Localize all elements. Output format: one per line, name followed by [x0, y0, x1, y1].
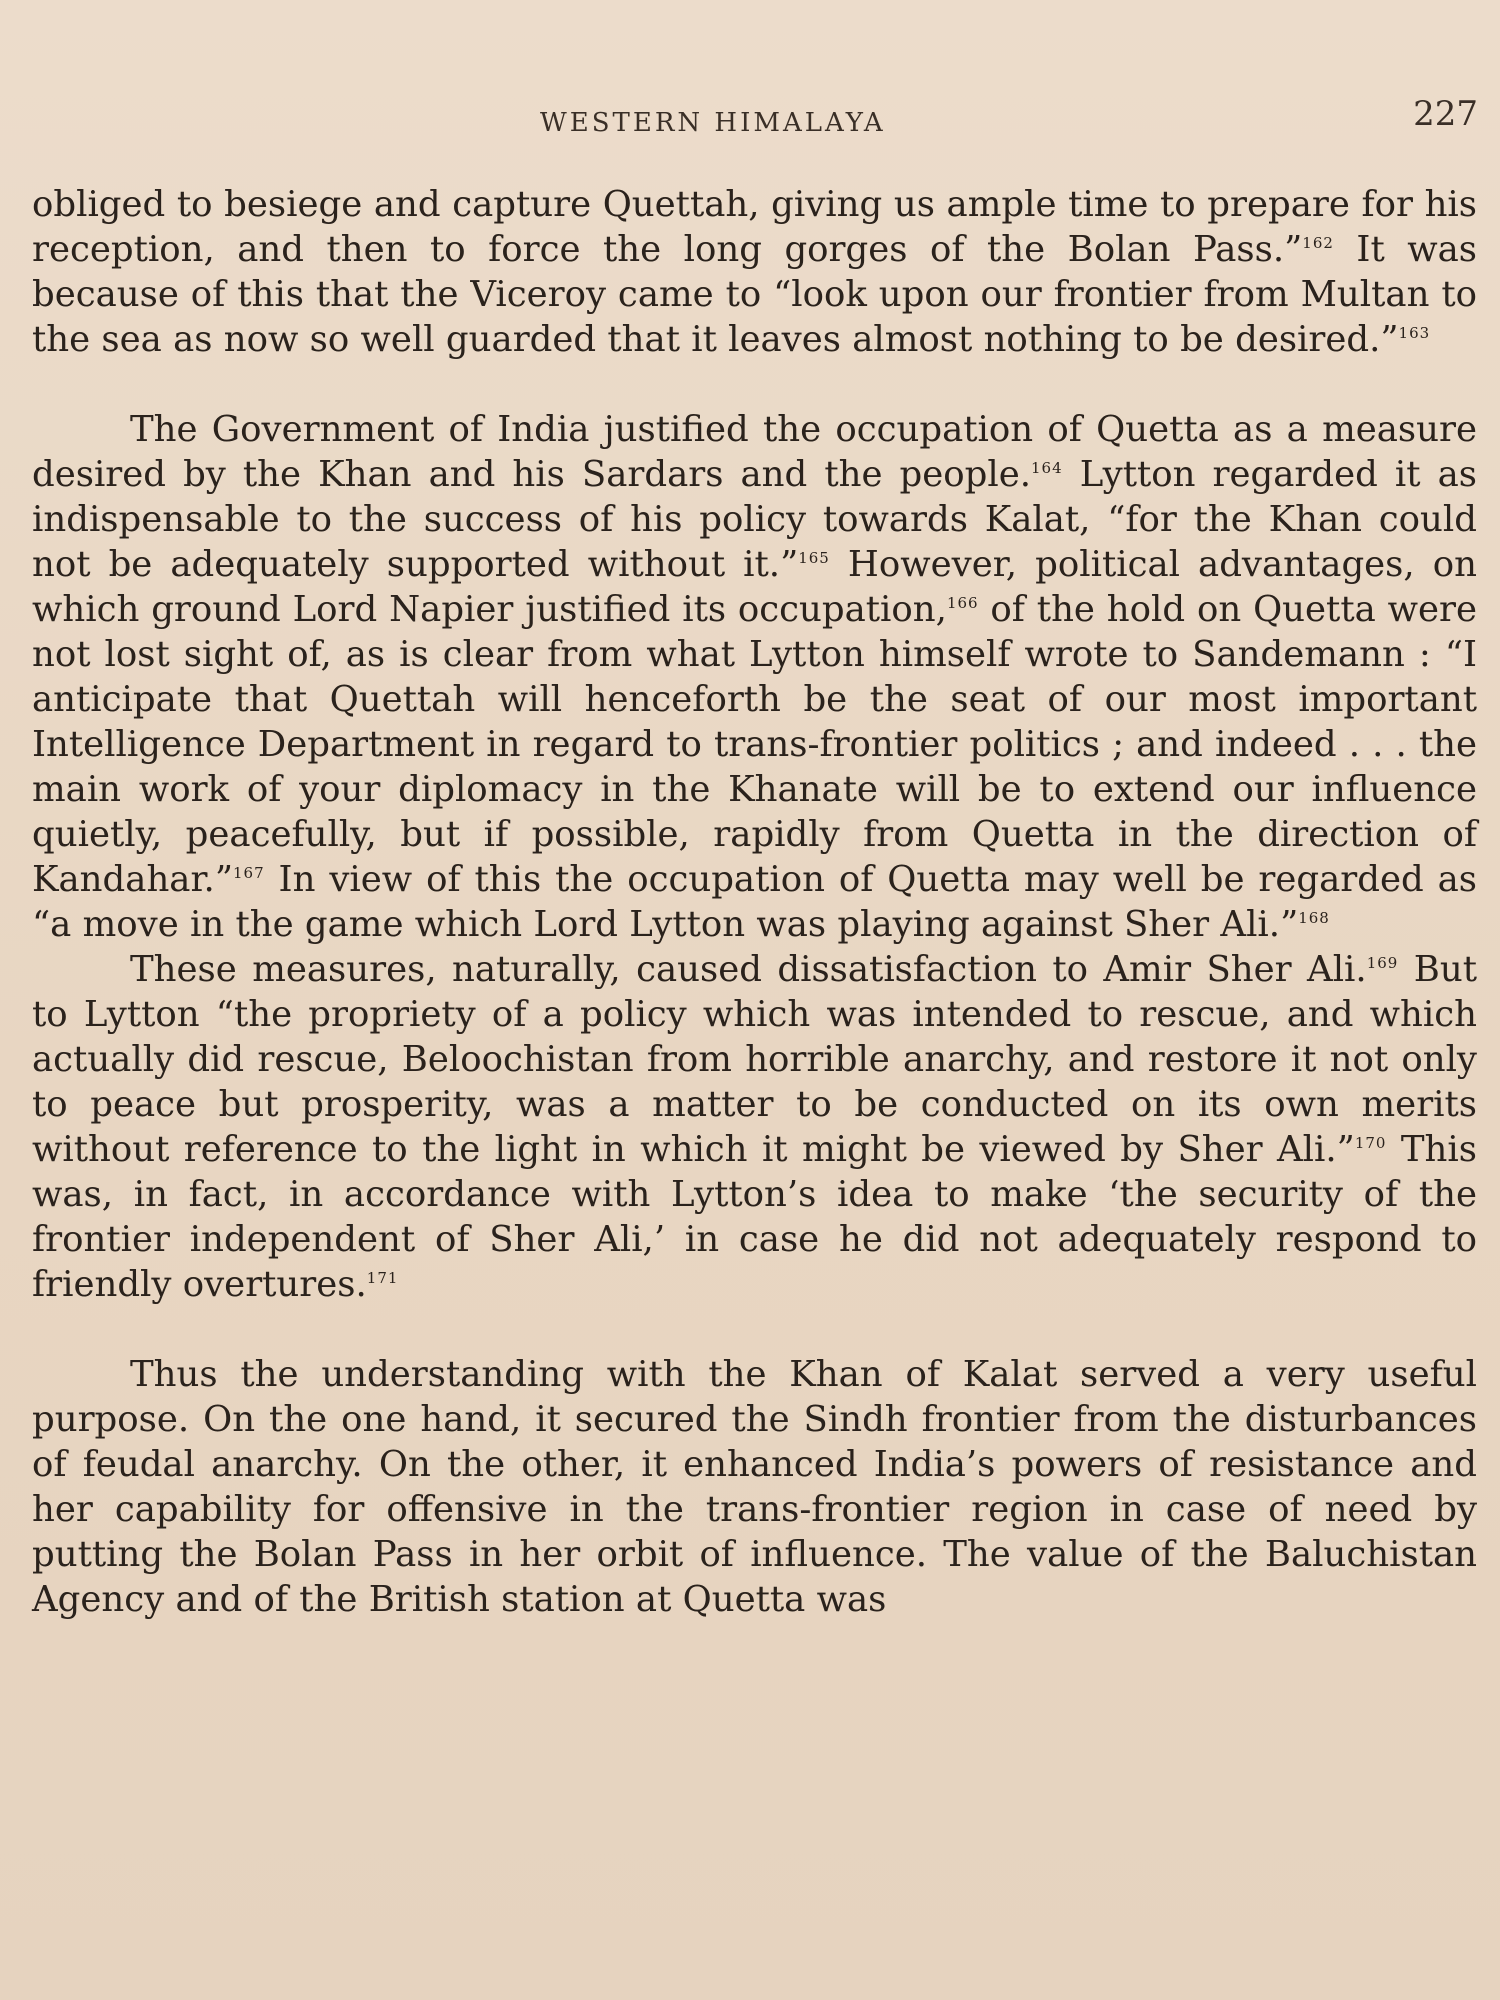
paragraph-1 [32, 182, 1477, 362]
text-segment: This was, in fact, in accordance with Lytton’s idea to make ‘the security of the frontier independent of Sher Ali,’ in case he did not adequately respond to friendly overtures. [32, 1129, 1477, 1305]
footnote-ref: 166 [946, 594, 979, 613]
text-segment: The Government of India justified the occupation of Quetta as a measure desired by the Khan and his Sardars and the people. [32, 409, 1477, 495]
text-segment: It was because of this that the Viceroy came to “look upon our frontier from Multan to the sea as now so well guarded that it leaves almost nothing to be desired.” [32, 229, 1477, 360]
body-text [32, 182, 1477, 1622]
text-segment: of the hold on Quetta were not lost sight of, as is clear from what Lytton himself wrote to Sandemann : “I anticipate that Quettah will henceforth be the seat of our most important Intelligence Department in regard to trans-frontier politics ; and indeed . . . the main work of your diplomacy in the Khanate will be to extend our influence quietly, peacefully, but if possible, rapidly from Quetta in the direction of Kandahar.” [32, 589, 1477, 900]
text-segment: Lytton regarded it as indispensable to the success of his policy towards Kalat, “for the Khan could not be adequately supported without it.” [32, 454, 1477, 585]
paragraph-3 [32, 947, 1477, 1307]
footnote-ref: 171 [366, 1269, 399, 1288]
footnote-ref: 169 [1366, 954, 1399, 973]
footnote-ref: 163 [1398, 324, 1431, 343]
text-segment: But to Lytton “the propriety of a policy which was intended to rescue, and which actually did rescue, Beloochistan from horrible anarchy, and restore it not only to peace but prosperity, was a matter to be conducted on its own merits without reference to the light in which it might be viewed by Sher Ali.” [32, 949, 1477, 1170]
paragraph-4 [32, 1352, 1477, 1622]
footnote-ref: 168 [1298, 909, 1330, 928]
page-number: 227 [1413, 94, 1478, 134]
footnote-ref: 162 [1302, 234, 1334, 253]
text-segment: These measures, naturally, caused dissatisfaction to Amir Sher Ali. [130, 949, 1367, 990]
text-segment: Thus the understanding with the Khan of Kalat served a very useful purpose. On the one hand, it secured the Sindh frontier from the disturbances of feudal anarchy. On the other, it enhanced India’s powers of resistance and her capability for offensive in the trans-frontier region in case of need by putting the Bolan Pass in her orbit of influence. The value of the Baluchistan Agency and of the British station at Quetta was [32, 1354, 1477, 1620]
text-segment: In view of this the occupation of Quetta may well be regarded as “a move in the game which Lord Lytton was playing against Sher Ali.” [32, 859, 1477, 945]
text-segment: obliged to besiege and capture Quettah, giving us ample time to prepare for his reception, and then to force the long gorges of the Bolan Pass.” [32, 184, 1477, 270]
footnote-ref: 164 [1031, 459, 1063, 478]
footnote-ref: 165 [798, 549, 830, 568]
footnote-ref: 167 [232, 864, 265, 883]
paragraph-2 [32, 407, 1477, 947]
footnote-ref: 170 [1354, 1134, 1387, 1153]
text-segment: However, political advantages, on which ground Lord Napier justified its occupation, [32, 544, 1477, 630]
running-head: WESTERN HIMALAYA [540, 108, 886, 138]
